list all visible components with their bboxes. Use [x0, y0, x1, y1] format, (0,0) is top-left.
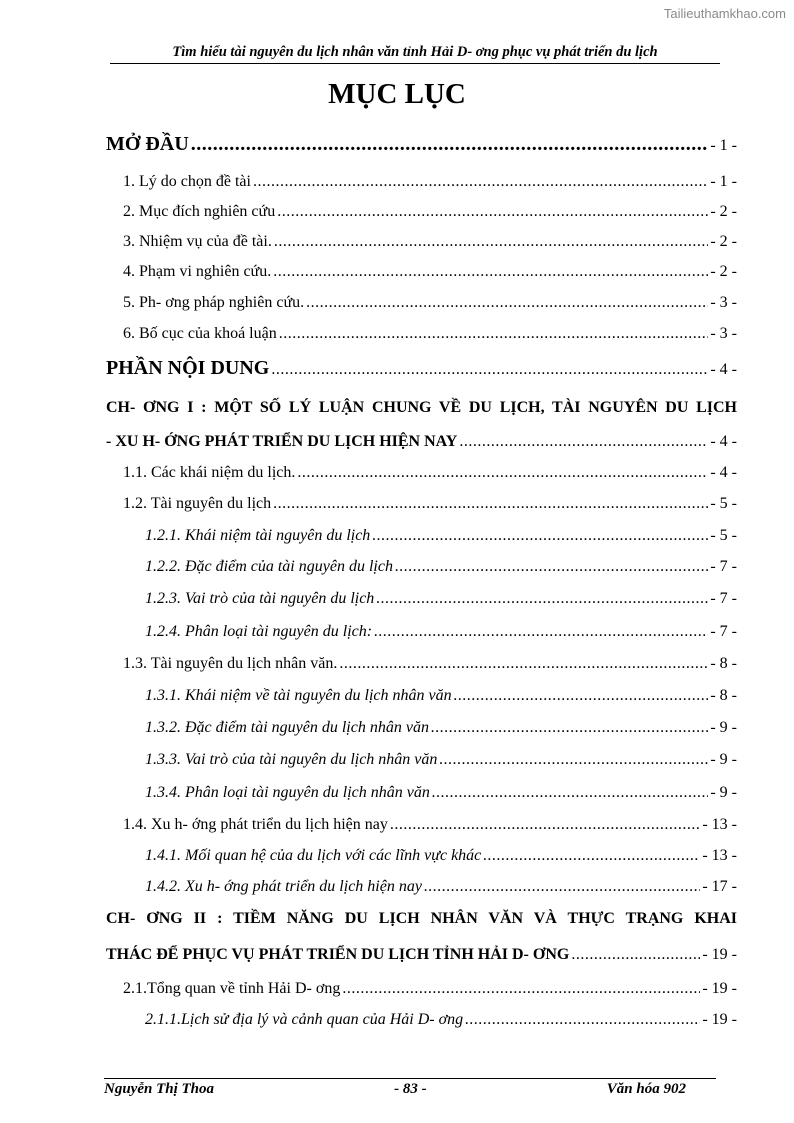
dot-leader: [253, 173, 708, 191]
dot-leader: [483, 847, 700, 865]
entry-text: 4. Phạm vi nghiên cứu.: [123, 263, 272, 280]
entry-page: - 4 -: [710, 361, 737, 378]
entry-page: - 3 -: [710, 325, 737, 342]
toc-entry[interactable]: [106, 357, 737, 380]
dot-leader: [459, 433, 708, 451]
entry-text: 1.3.3. Vai trò của tài nguyên du lịch nhân văn: [145, 751, 438, 768]
entry-page: - 7 -: [710, 623, 737, 640]
dot-leader: [431, 719, 708, 737]
toc-entry[interactable]: [145, 527, 737, 545]
entry-page: - 3 -: [710, 294, 737, 311]
page-title: MỤC LỤC: [328, 78, 466, 110]
entry-page: - 5 -: [710, 495, 737, 512]
toc-entry[interactable]: [123, 655, 737, 673]
entry-page: - 8 -: [710, 655, 737, 672]
entry-text: - XU H- ỚNG PHÁT TRIỂN DU LỊCH HIỆN NAY: [106, 433, 458, 450]
toc-entry[interactable]: [123, 495, 737, 513]
entry-page: - 2 -: [710, 263, 737, 280]
dot-leader: [277, 203, 708, 221]
toc-entry[interactable]: [145, 719, 737, 737]
entry-page: - 19 -: [702, 946, 737, 963]
entry-text: 1.4.1. Mối quan hệ của du lịch với các lĩnh vực khác: [145, 847, 482, 864]
dot-leader: [395, 558, 708, 576]
entry-text: THÁC ĐỂ PHỤC VỤ PHÁT TRIỂN DU LỊCH TỈNH HẢI D- ƠNG: [106, 946, 570, 963]
dot-leader: [297, 464, 708, 482]
entry-page: - 4 -: [710, 433, 737, 450]
page-footer: [104, 1078, 716, 1098]
footer-page-number: - 83 -: [394, 1081, 427, 1097]
entry-text: 1.2.1. Khái niệm tài nguyên du lịch: [145, 527, 371, 544]
entry-text: 1.2.3. Vai trò của tài nguyên du lịch: [145, 590, 375, 607]
entry-page: - 1 -: [710, 173, 737, 190]
entry-text: 1. Lý do chọn đề tài: [123, 173, 251, 190]
entry-text: 1.2. Tài nguyên du lịch: [123, 495, 272, 512]
entry-page: - 4 -: [710, 464, 737, 481]
entry-text: 1.4. Xu h- ớng phát triển du lịch hiện nay: [123, 816, 388, 833]
toc-entry[interactable]: [145, 1011, 737, 1029]
entry-text: 1.3.4. Phân loại tài nguyên du lịch nhân văn: [145, 784, 430, 801]
toc-entry[interactable]: [145, 558, 737, 576]
entry-page: - 9 -: [710, 784, 737, 801]
dot-leader: [274, 233, 709, 251]
dot-leader: [571, 946, 700, 964]
toc-entry[interactable]: [106, 133, 737, 156]
entry-page: - 19 -: [702, 1011, 737, 1028]
entry-text: 2.1.1.Lịch sử địa lý và cảnh quan của Hải D- ơng: [145, 1011, 464, 1028]
toc-entry[interactable]: [145, 687, 737, 705]
entry-page: - 13 -: [702, 816, 737, 833]
dot-leader: [465, 1011, 700, 1029]
toc-entry[interactable]: [145, 590, 737, 608]
entry-page: - 2 -: [710, 203, 737, 220]
toc-entry[interactable]: [123, 294, 737, 312]
dot-leader: [439, 751, 708, 769]
entry-page: - 7 -: [710, 590, 737, 607]
toc-entry[interactable]: [145, 878, 737, 896]
entry-text: 1.3.1. Khái niệm về tài nguyên du lịch nhân văn: [145, 687, 452, 704]
running-header: Tìm hiểu tài nguyên du lịch nhân văn tỉnh Hải D- ơng phục vụ phát triển du lịch: [110, 44, 720, 64]
entry-page: - 7 -: [710, 558, 737, 575]
dot-leader: [424, 878, 700, 896]
dot-leader: [372, 527, 708, 545]
footer-author: Nguyễn Thị Thoa: [104, 1081, 215, 1097]
footer-class: Văn hóa 902: [606, 1081, 686, 1097]
dot-leader: [454, 687, 709, 705]
entry-page: - 1 -: [710, 137, 737, 154]
entry-page: - 19 -: [702, 980, 737, 997]
toc-chapter-line[interactable]: CH- ƠNG II : TIỀM NĂNG DU LỊCH NHÂN VĂN VÀ THỰC TRẠNG KHAI: [106, 910, 737, 927]
entry-text: PHẦN NỘI DUNG: [106, 357, 270, 379]
entry-page: - 9 -: [710, 719, 737, 736]
entry-text: 1.2.4. Phân loại tài nguyên du lịch:: [145, 623, 373, 640]
entry-text: 6. Bố cục của khoá luận: [123, 325, 277, 342]
toc-entry[interactable]: [145, 623, 737, 641]
watermark: Tailieuthamkhao.com: [663, 6, 786, 21]
entry-text: 5. Ph- ơng pháp nghiên cứu.: [123, 294, 305, 311]
entry-text: 1.1. Các khái niệm du lịch.: [123, 464, 296, 481]
dot-leader: [273, 495, 708, 513]
entry-text: 1.2.2. Đặc điểm của tài nguyên du lịch: [145, 558, 393, 575]
dot-leader: [271, 361, 708, 379]
toc-entry[interactable]: [145, 784, 737, 802]
dot-leader: [191, 133, 709, 156]
toc-entry[interactable]: [106, 433, 737, 451]
toc-entry[interactable]: [106, 946, 737, 964]
entry-text: 1.4.2. Xu h- ớng phát triển du lịch hiện nay: [145, 878, 422, 895]
entry-page: - 2 -: [710, 233, 737, 250]
dot-leader: [279, 325, 709, 343]
dot-leader: [432, 784, 708, 802]
dot-leader: [342, 980, 700, 998]
entry-page: - 8 -: [710, 687, 737, 704]
toc-entry[interactable]: [123, 233, 737, 251]
toc-entry[interactable]: [123, 464, 737, 482]
toc-entry[interactable]: [123, 263, 737, 281]
dot-leader: [376, 590, 708, 608]
entry-page: - 5 -: [710, 527, 737, 544]
entry-text: 2.1.Tổng quan về tỉnh Hải D- ơng: [123, 980, 341, 997]
toc-entry[interactable]: [145, 751, 737, 769]
entry-text: 3. Nhiệm vụ của đề tài.: [123, 233, 272, 250]
toc-entry[interactable]: [123, 980, 737, 998]
dot-leader: [374, 623, 708, 641]
toc-entry[interactable]: [123, 325, 737, 343]
dot-leader: [390, 816, 700, 834]
entry-page: - 17 -: [702, 878, 737, 895]
toc-chapter-line[interactable]: CH- ƠNG I : MỘT SỐ LÝ LUẬN CHUNG VỀ DU LỊCH, TÀI NGUYÊN DU LỊCH: [106, 399, 737, 416]
toc-entry[interactable]: [145, 847, 737, 865]
entry-page: - 9 -: [710, 751, 737, 768]
entry-text: MỞ ĐẦU: [106, 133, 189, 155]
dot-leader: [339, 655, 708, 673]
toc-entry[interactable]: [123, 816, 737, 834]
entry-text: 1.3.2. Đặc điểm tài nguyên du lịch nhân văn: [145, 719, 429, 736]
entry-text: 1.3. Tài nguyên du lịch nhân văn.: [123, 655, 338, 672]
toc-entry[interactable]: [123, 173, 737, 191]
dot-leader: [273, 263, 708, 281]
toc-entry[interactable]: [123, 203, 737, 221]
entry-page: - 13 -: [702, 847, 737, 864]
entry-text: 2. Mục đích nghiên cứu: [123, 203, 276, 220]
dot-leader: [306, 294, 708, 312]
